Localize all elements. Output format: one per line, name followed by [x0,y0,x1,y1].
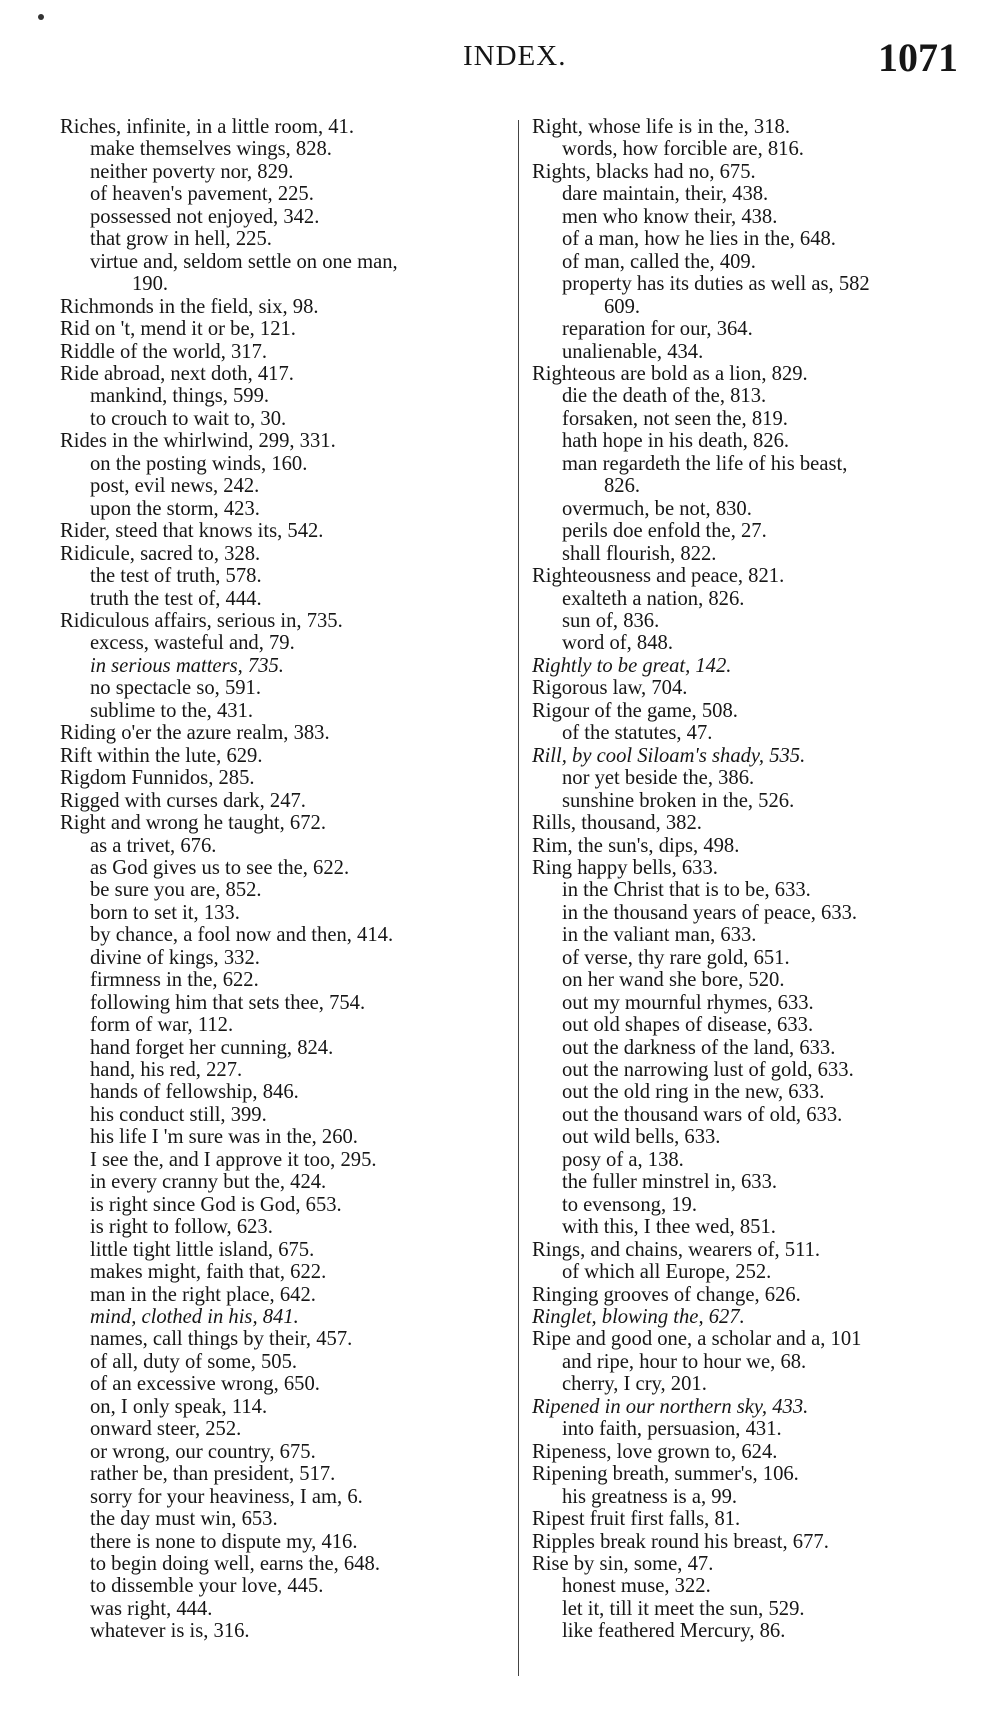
index-subentry: no spectacle so, 591. [90,677,261,700]
index-subentry: forsaken, not seen the, 819. [562,407,788,430]
index-subentry: divine of kings, 332. [90,946,260,969]
index-subentry: cherry, I cry, 201. [562,1373,707,1396]
index-entry: Riches, infinite, in a little room, 41. [60,116,354,138]
index-subentry: of verse, thy rare gold, 651. [562,946,790,969]
index-entry: Ridiculous affairs, serious in, 735. [60,609,343,632]
index-entry: Ride abroad, next doth, 417. [60,362,294,385]
index-subentry: as a trivet, 676. [90,834,217,857]
column-divider [518,120,519,1676]
page-number: 1071 [878,35,958,80]
index-entry: Ripening breath, summer's, 106. [532,1463,799,1486]
index-entry: Rill, by cool Siloam's shady, 535. [532,744,806,767]
index-entry: Ripeness, love grown to, 624. [532,1440,778,1463]
index-subentry: hands of fellowship, 846. [90,1081,299,1104]
index-entry: Rim, the sun's, dips, 498. [532,834,740,857]
running-head-title: INDEX. [463,40,567,72]
index-column-right [532,116,972,1643]
index-entry: Rills, thousand, 382. [532,812,702,835]
index-subentry: property has its duties as well as, 582 [562,273,870,296]
index-subentry: as God gives us to see the, 622. [90,856,350,879]
index-subentry: into faith, persuasion, 431. [562,1418,782,1441]
index-subentry: to evensong, 19. [562,1193,697,1216]
index-entry: Rid on 't, mend it or be, 121. [60,318,296,341]
index-subentry: or wrong, our country, 675. [90,1440,316,1463]
index-subentry: of the statutes, 47. [562,722,713,745]
index-subentry: in the valiant man, 633. [562,924,757,947]
index-subentry: truth the test of, 444. [90,587,262,610]
index-subentry: sun of, 836. [562,609,660,632]
index-subentry: to begin doing well, earns the, 648. [90,1553,380,1575]
index-entry: Righteousness and peace, 821. [532,565,785,588]
index-subentry: out the old ring in the new, 633. [562,1081,825,1104]
index-entry: Rigged with curses dark, 247. [60,789,306,812]
index-entry: Rift within the lute, 629. [60,744,263,767]
index-entry: Rings, and chains, wearers of, 511. [532,1238,821,1261]
index-subentry: in serious matters, 735. [90,654,284,677]
index-subentry: sorry for your heaviness, I am, 6. [90,1485,363,1508]
index-entry: Ring happy bells, 633. [532,856,718,879]
index-subentry: hand, his red, 227. [90,1059,243,1082]
index-subentry: of which all Europe, 252. [562,1261,772,1284]
index-subentry: sublime to the, 431. [90,699,254,722]
index-subentry: post, evil news, 242. [90,475,260,498]
index-subentry: mankind, things, 599. [90,385,270,408]
index-entry: Rigour of the game, 508. [532,699,738,722]
index-subentry: posy of a, 138. [562,1148,684,1171]
index-entry: Righteous are bold as a lion, 829. [532,362,808,385]
index-subentry: his greatness is a, 99. [562,1485,738,1508]
index-subentry: his conduct still, 399. [90,1103,267,1126]
index-subentry: hath hope in his death, 826. [562,430,790,453]
index-entry: Rise by sin, some, 47. [532,1553,714,1575]
index-subentry: little tight little island, 675. [90,1238,315,1261]
index-subentry: of heaven's pavement, 225. [90,183,314,206]
index-subentry: shall flourish, 822. [562,542,717,565]
index-subentry: and ripe, hour to hour we, 68. [562,1350,807,1373]
index-subentry: neither poverty nor, 829. [90,160,294,183]
index-entry: Rightly to be great, 142. [532,654,732,677]
index-subentry: out old shapes of disease, 633. [562,1014,814,1037]
index-subentry: dare maintain, their, 438. [562,183,769,206]
index-subentry: on her wand she bore, 520. [562,969,785,992]
index-subentry: possessed not enjoyed, 342. [90,205,320,228]
index-subentry: die the death of the, 813. [562,385,767,408]
index-subentry: honest muse, 322. [562,1575,711,1598]
index-subentry: firmness in the, 622. [90,969,259,992]
index-entry: Rides in the whirlwind, 299, 331. [60,430,336,453]
index-subentry: makes might, faith that, 622. [90,1261,327,1284]
index-subentry: out the narrowing lust of gold, 633. [562,1059,854,1082]
index-entry: Ripest fruit first falls, 81. [532,1508,741,1531]
index-subentry: with this, I thee wed, 851. [562,1216,776,1239]
index-subentry: is right to follow, 623. [90,1216,273,1239]
index-subentry: there is none to dispute my, 416. [90,1530,358,1553]
index-entry: Ripe and good one, a scholar and a, 101 [532,1328,862,1351]
index-subentry: like feathered Mercury, 86. [562,1620,786,1643]
index-subentry: excess, wasteful and, 79. [90,632,295,655]
index-subentry: was right, 444. [90,1597,213,1620]
index-subentry: man in the right place, 642. [90,1283,316,1306]
index-subentry: on the posting winds, 160. [90,452,308,475]
index-entry: Ringlet, blowing the, 627. [532,1306,745,1329]
index-subentry: following him that sets thee, 754. [90,991,366,1014]
index-subentry: on, I only speak, 114. [90,1395,268,1418]
index-subentry: of man, called the, 409. [562,250,756,273]
printer-mark-dot [38,14,44,20]
index-subentry: out the thousand wars of old, 633. [562,1103,843,1126]
index-subentry: in every cranny but the, 424. [90,1171,327,1194]
index-subentry: the fuller minstrel in, 633. [562,1171,778,1194]
index-continuation: 826. [604,475,641,498]
index-subentry: reparation for our, 364. [562,318,753,341]
index-subentry: upon the storm, 423. [90,497,260,520]
index-subentry: in the thousand years of peace, 633. [562,901,858,924]
index-subentry: names, call things by their, 457. [90,1328,353,1351]
index-subentry: by chance, a fool now and then, 414. [90,924,394,947]
index-subentry: born to set it, 133. [90,901,240,924]
index-subentry: I see the, and I approve it too, 295. [90,1148,377,1171]
index-entry: Rider, steed that knows its, 542. [60,520,324,543]
index-entry: Right and wrong he taught, 672. [60,812,326,835]
index-subentry: of all, duty of some, 505. [90,1350,298,1373]
index-subentry: in the Christ that is to be, 633. [562,879,811,902]
index-entry: Riddle of the world, 317. [60,340,268,363]
index-subentry: be sure you are, 852. [90,879,262,902]
index-subentry: the day must win, 653. [90,1508,278,1531]
index-subentry: overmuch, be not, 830. [562,497,752,520]
index-subentry: words, how forcible are, 816. [562,138,804,161]
page-header [0,30,1000,90]
index-entry: Richmonds in the field, six, 98. [60,295,319,318]
index-subentry: to dissemble your love, 445. [90,1575,324,1598]
index-subentry: make themselves wings, 828. [90,138,332,161]
index-subentry: let it, till it meet the sun, 529. [562,1597,805,1620]
index-entry: Ringing grooves of change, 626. [532,1283,801,1306]
index-continuation: 190. [132,273,169,296]
index-subentry: to crouch to wait to, 30. [90,407,287,430]
index-entry: Rights, blacks had no, 675. [532,160,756,183]
index-subentry: unalienable, 434. [562,340,704,363]
index-entry: Ripened in our northern sky, 433. [532,1395,809,1418]
index-subentry: is right since God is God, 653. [90,1193,342,1216]
index-subentry: the test of truth, 578. [90,565,262,588]
index-entry: Riding o'er the azure realm, 383. [60,722,330,745]
index-entry: Ripples break round his breast, 677. [532,1530,829,1553]
index-subentry: form of war, 112. [90,1014,234,1037]
index-subentry: man regardeth the life of his beast, [562,452,848,475]
index-subentry: hand forget her cunning, 824. [90,1036,334,1059]
index-subentry: onward steer, 252. [90,1418,242,1441]
index-subentry: whatever is is, 316. [90,1620,250,1643]
index-subentry: out the darkness of the land, 633. [562,1036,836,1059]
index-subentry: his life I 'm sure was in the, 260. [90,1126,358,1149]
index-subentry: word of, 848. [562,632,673,655]
index-subentry: out my mournful rhymes, 633. [562,991,814,1014]
index-subentry: that grow in hell, 225. [90,228,272,251]
index-subentry: out wild bells, 633. [562,1126,721,1149]
index-entry: Rigorous law, 704. [532,677,688,700]
index-subentry: virtue and, seldom settle on one man, [90,250,398,273]
index-subentry: mind, clothed in his, 841. [90,1306,299,1329]
index-subentry: of a man, how he lies in the, 648. [562,228,836,251]
index-subentry: men who know their, 438. [562,205,778,228]
index-subentry: of an excessive wrong, 650. [90,1373,320,1396]
index-subentry: perils doe enfold the, 27. [562,520,767,543]
index-subentry: exalteth a nation, 826. [562,587,745,610]
index-entry: Rigdom Funnidos, 285. [60,767,255,790]
index-continuation: 609. [604,295,641,318]
index-subentry: nor yet beside the, 386. [562,767,755,790]
index-subentry: sunshine broken in the, 526. [562,789,795,812]
index-column-left [60,116,530,1643]
index-entry: Right, whose life is in the, 318. [532,116,790,138]
index-entry: Ridicule, sacred to, 328. [60,542,261,565]
index-subentry: rather be, than president, 517. [90,1463,336,1486]
